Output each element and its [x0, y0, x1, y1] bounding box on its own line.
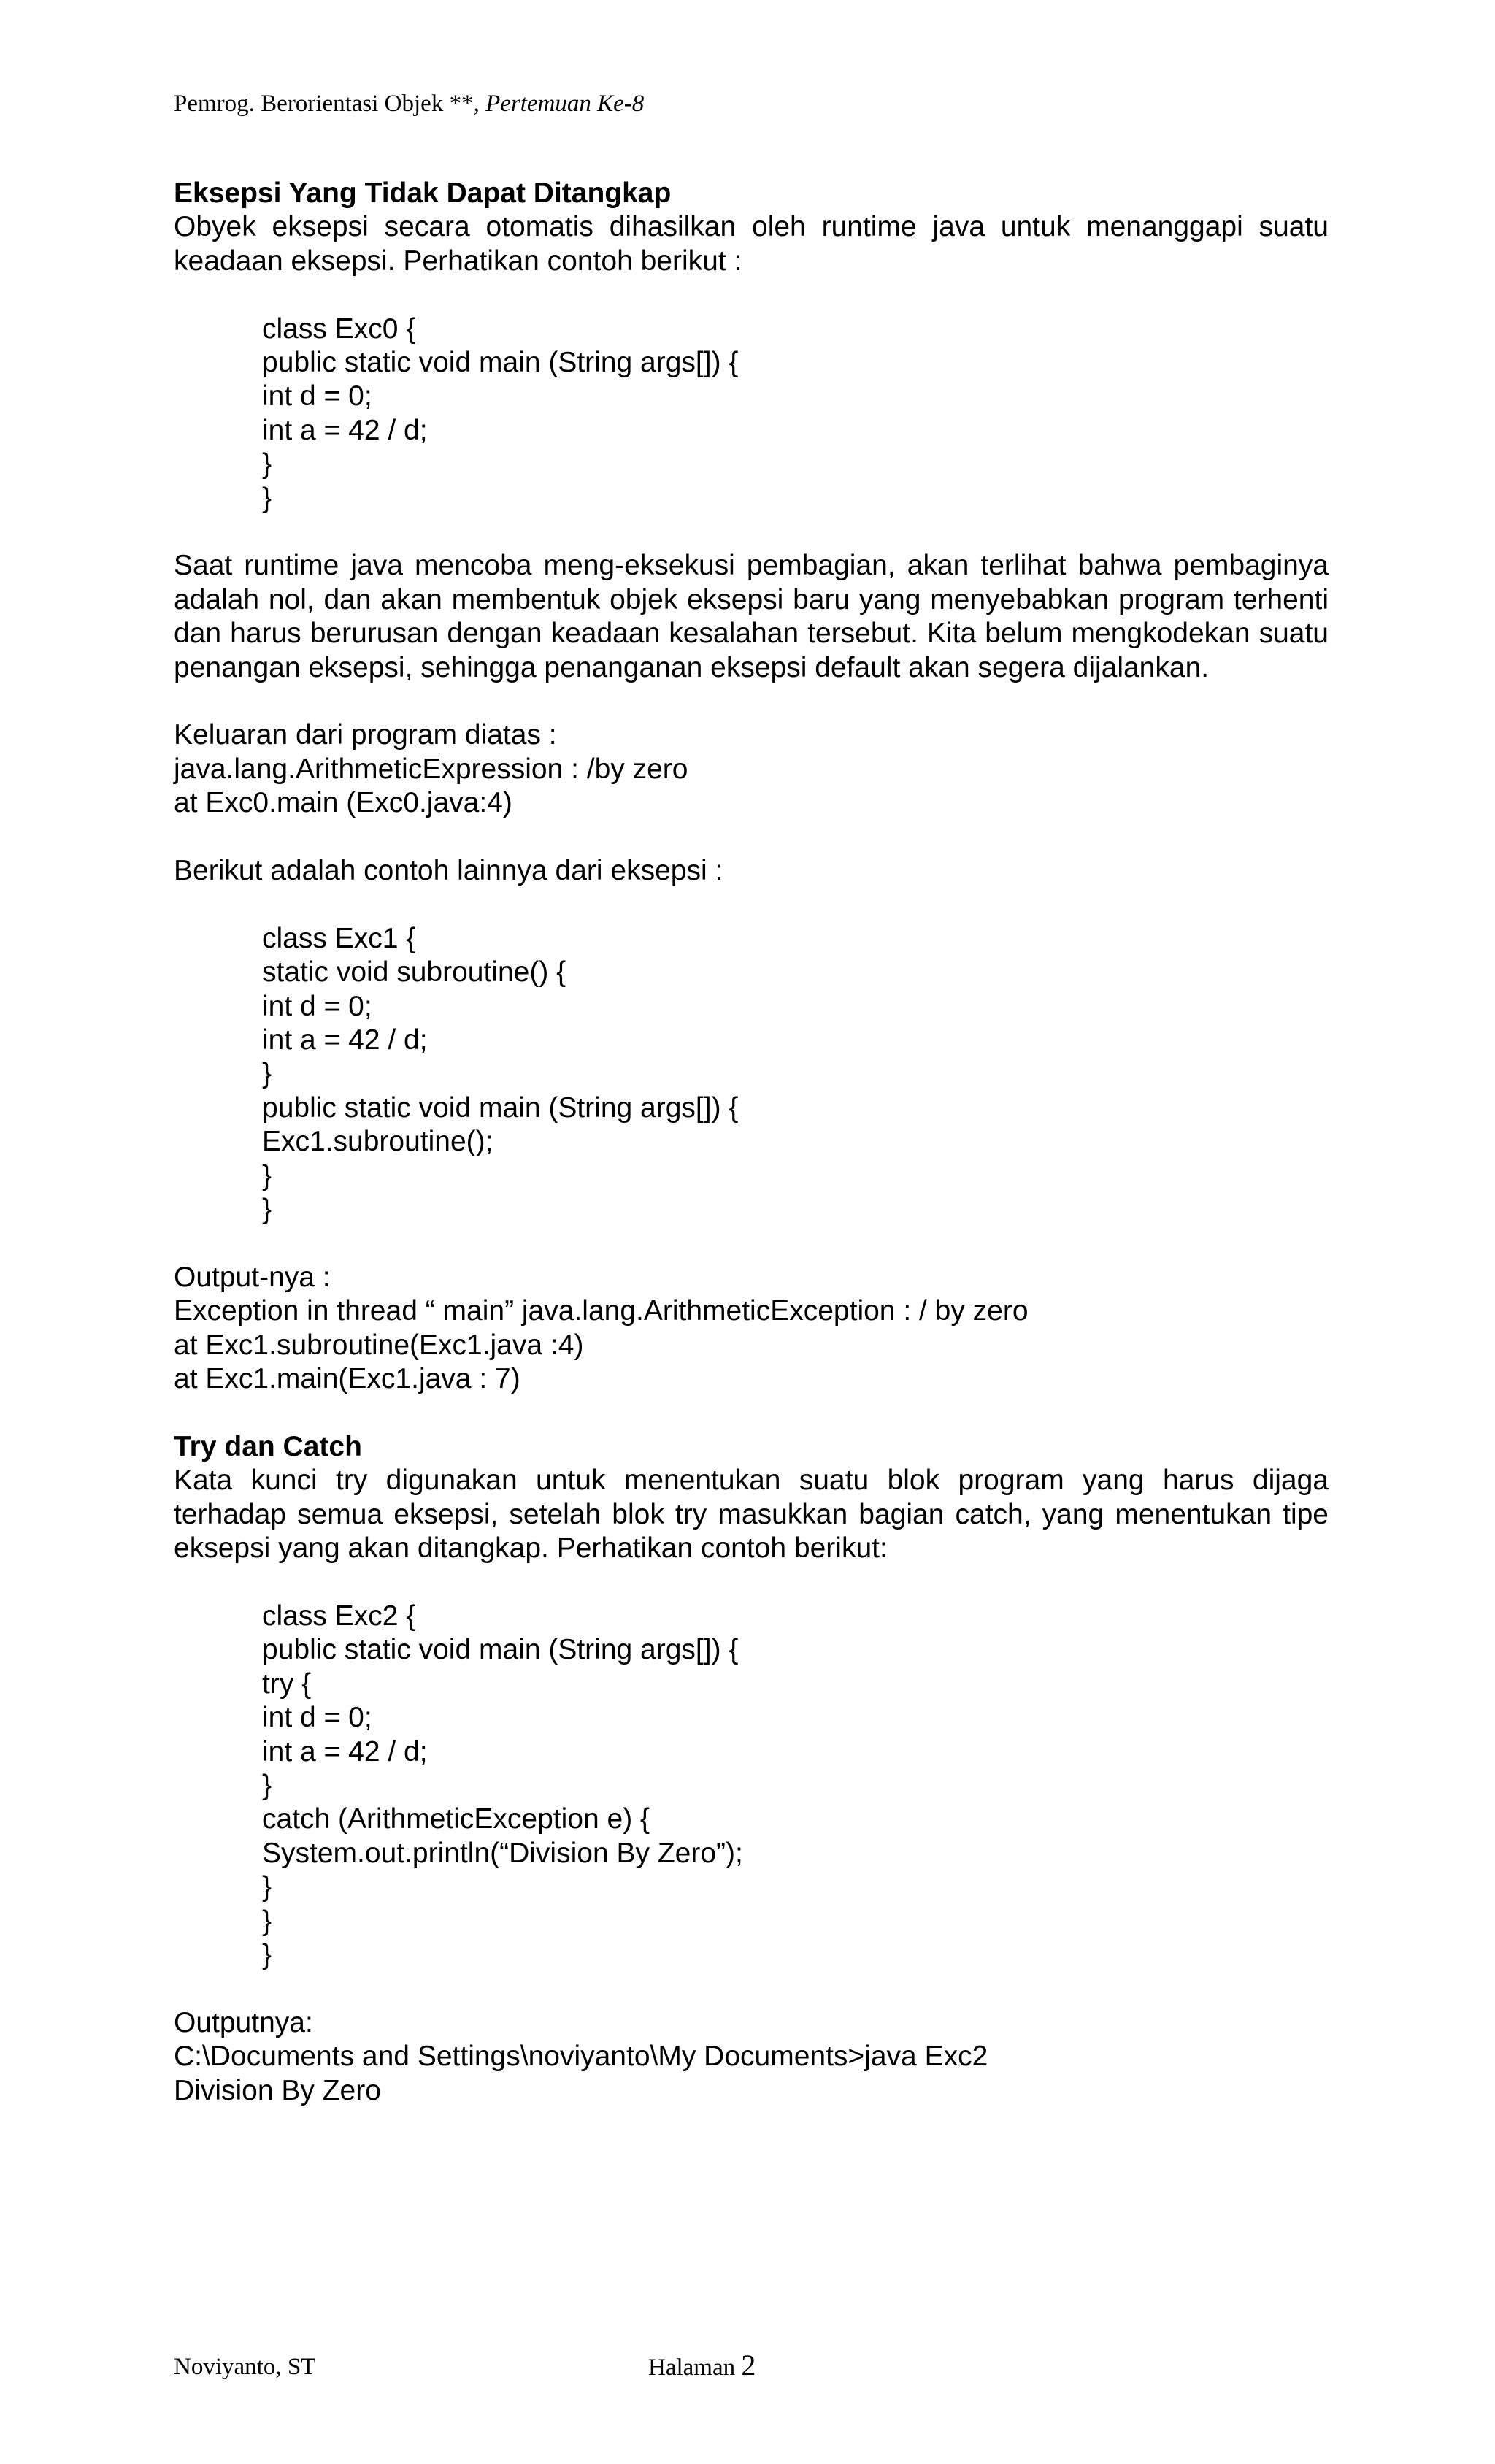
- section-title-try-catch: Try dan Catch: [174, 1430, 362, 1462]
- output-line: Exception in thread “ main” java.lang.ArithmeticException : / by zero: [174, 1295, 1029, 1327]
- paragraph-intro: Obyek eksepsi secara otomatis dihasilkan oleh runtime java untuk menanggapi suatu keadaan eksepsi. Perhatikan contoh berikut :: [174, 211, 1329, 277]
- output-line: C:\Documents and Settings\noviyanto\My Documents>java Exc2: [174, 2041, 988, 2073]
- paragraph-intro-example2: Berikut adalah contoh lainnya dari eksepsi :: [174, 855, 723, 887]
- header-meeting: Pertemuan Ke-8: [485, 91, 645, 117]
- page-header: [174, 89, 644, 118]
- output-line: Keluaran dari program diatas :: [174, 719, 557, 751]
- code-block-exc0: class Exc0 { public static void main (String args[]) { int d = 0; int a = 42 / d; } }: [262, 312, 739, 514]
- document-body: [174, 177, 1329, 2108]
- paragraph-try-catch-intro: Kata kunci try digunakan untuk menentukan suatu blok program yang harus dijaga terhadap semua eksepsi, setelah blok try masukkan bagian catch, yang menentukan tipe eksepsi yang akan ditangkap. Perhatikan contoh berikut:: [174, 1465, 1329, 1565]
- code-block-exc1: class Exc1 { static void subroutine() { int d = 0; int a = 42 / d; } public static void main (String args[]) { Exc1.subroutine(); } }: [262, 922, 739, 1226]
- output-line: at Exc1.main(Exc1.java : 7): [174, 1363, 520, 1395]
- output-line: Outputnya:: [174, 2006, 313, 2038]
- output-block-exc1: [174, 1261, 1329, 1397]
- footer-page-label: Halaman: [648, 2354, 736, 2381]
- header-course: Pemrog. Berorientasi Objek **,: [174, 91, 480, 117]
- section-title-uncaught-exception: Eksepsi Yang Tidak Dapat Ditangkap: [174, 177, 672, 209]
- output-line: Division By Zero: [174, 2074, 381, 2106]
- output-block-exc0: [174, 718, 1329, 820]
- output-line: java.lang.ArithmeticExpression : /by zero: [174, 753, 688, 785]
- code-block-exc2: class Exc2 { public static void main (String args[]) { try { int d = 0; int a = 42 / d; } catch (ArithmeticException e) { System.out.println(“Division By Zero”); } } }: [262, 1600, 743, 1970]
- paragraph-explanation: Saat runtime java mencoba meng-eksekusi pembagian, akan terlihat bahwa pembaginya adalah nol, dan akan membentuk objek eksepsi baru yang menyebabkan program terhenti dan harus berurusan dengan keadaan kesalahan tersebut. Kita belum mengkodekan suatu penangan eksepsi, sehingga penanganan eksepsi default akan segera dijalankan.: [174, 550, 1329, 683]
- output-line: Output-nya :: [174, 1261, 331, 1293]
- footer-author: Noviyanto, ST: [174, 2354, 316, 2380]
- footer-page-number: 2: [741, 2349, 756, 2382]
- footer-page: [648, 2349, 756, 2384]
- output-block-exc2: [174, 2006, 1329, 2108]
- output-line: at Exc1.subroutine(Exc1.java :4): [174, 1329, 584, 1361]
- output-line: at Exc0.main (Exc0.java:4): [174, 787, 512, 819]
